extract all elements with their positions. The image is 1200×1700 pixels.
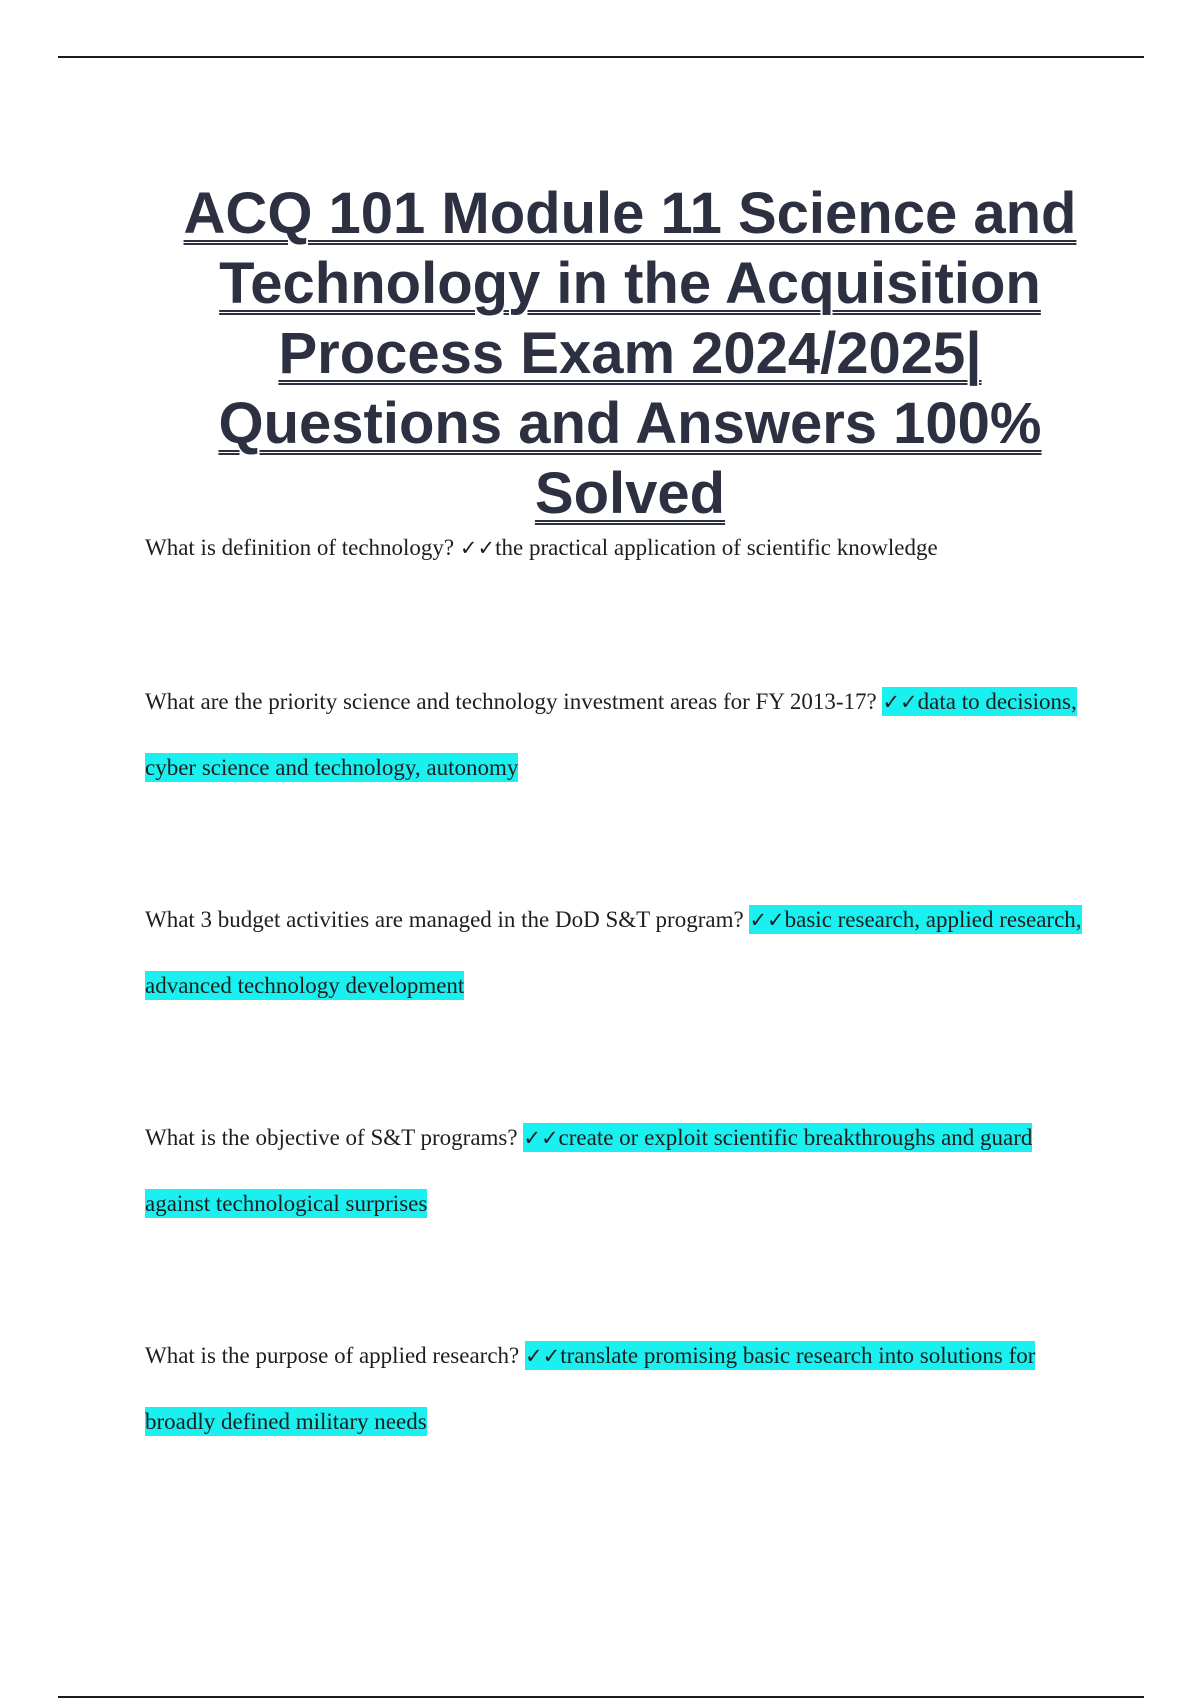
question-text: What is definition of technology? — [145, 535, 460, 560]
question-text: What is the objective of S&T programs? — [145, 1125, 524, 1150]
double-check-icon: ✓✓ — [524, 1344, 561, 1368]
top-divider — [58, 56, 1144, 58]
answer-text: create or exploit scientific breakthroughs and guard against technological surprises — [145, 1125, 1033, 1216]
qa-item — [145, 1105, 1085, 1237]
question-text: What 3 budget activities are managed in the DoD S&T program? — [145, 907, 750, 932]
double-check-icon: ✓✓ — [882, 690, 918, 714]
document-title: ACQ 101 Module 11 Science and Technology in the Acquisition Process Exam 2024/2025| Questions and Answers 100% Solved — [183, 180, 1077, 526]
qa-item — [145, 887, 1085, 1019]
answer-text: data to decisions, cyber science and technology, autonomy — [145, 689, 1077, 780]
question-text: What are the priority science and technology investment areas for FY 2013-17? — [145, 689, 883, 714]
double-check-icon: ✓✓ — [523, 1126, 559, 1150]
qa-item — [145, 515, 1085, 581]
qa-item — [145, 1323, 1085, 1455]
qa-item — [145, 669, 1085, 801]
double-check-icon: ✓✓ — [749, 908, 785, 932]
answer-text: basic research, applied research, advanced technology development — [145, 907, 1082, 998]
answer-text: translate promising basic research into solutions for broadly defined military needs — [145, 1343, 1036, 1434]
answer-highlight — [460, 535, 938, 560]
question-text: What is the purpose of applied research? — [145, 1343, 525, 1368]
answer-text: the practical application of scientific knowledge — [495, 535, 938, 560]
double-check-icon: ✓✓ — [459, 536, 496, 560]
bottom-divider — [58, 1696, 1144, 1698]
